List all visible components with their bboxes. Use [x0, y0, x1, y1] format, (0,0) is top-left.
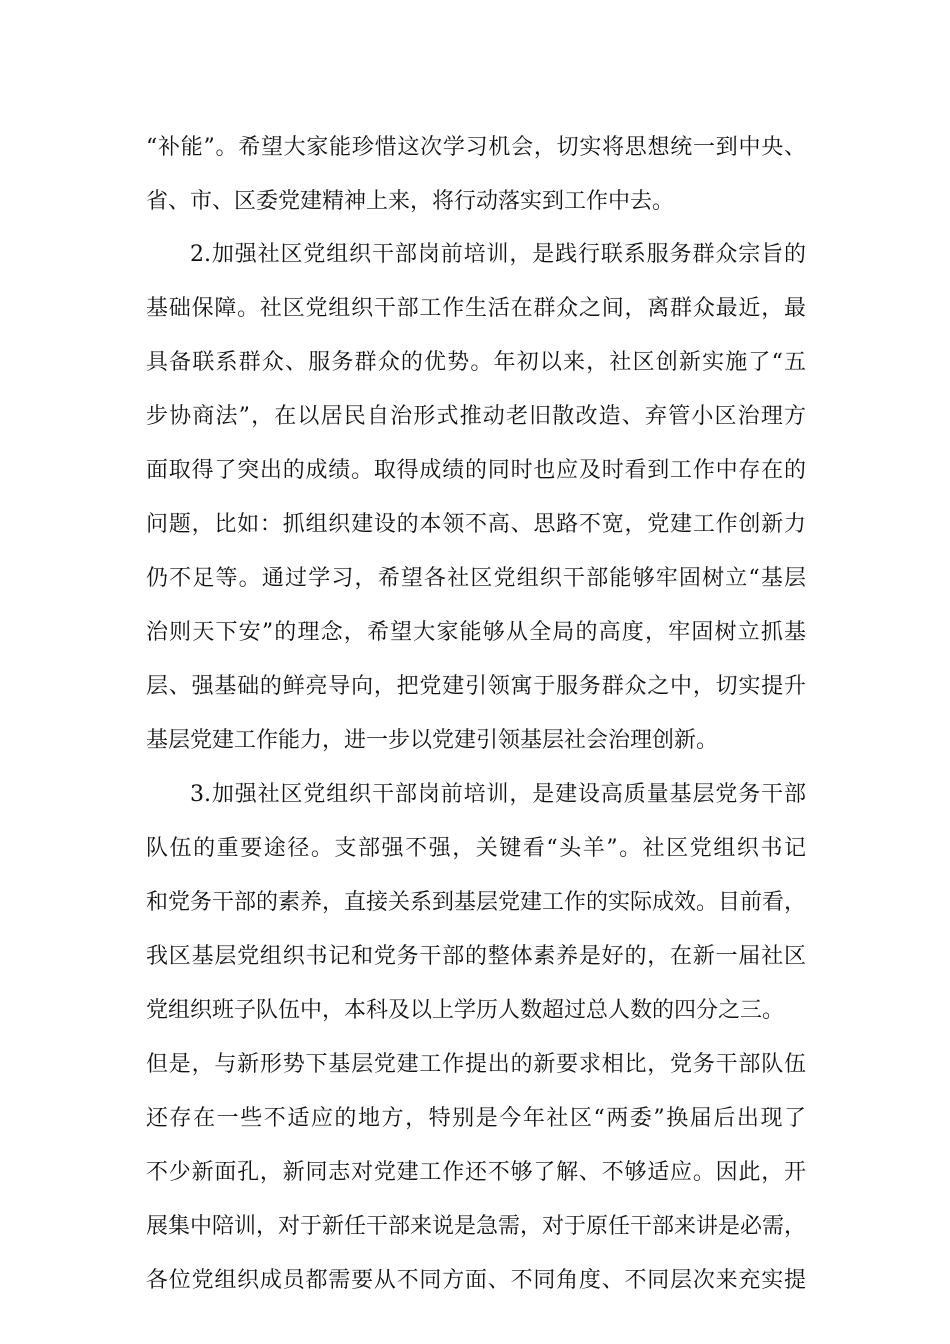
- text-line: 还存在一些不适应的地方，特别是今年社区“两委”换届后出现了: [146, 1106, 806, 1131]
- text-line: 但是，与新形势下基层党建工作提出的新要求相比，党务干部队伍: [146, 1052, 806, 1077]
- text-line: 我区基层党组织书记和党务干部的整体素养是好的，在新一届社区: [146, 944, 806, 969]
- text-line: 党组织班子队伍中，本科及以上学历人数超过总人数的四分之三。: [146, 998, 785, 1023]
- text-line: 不少新面孔，新同志对党建工作还不够了解、不够适应。因此，开: [146, 1160, 806, 1185]
- text-line: “补能”。希望大家能珍惜这次学习机会，切实将思想统一到中央、: [146, 135, 806, 160]
- text-line: 具备联系群众、服务群众的优势。年初以来，社区创新实施了“五: [146, 350, 806, 375]
- text-line: 问题，比如：抓组织建设的本领不高、思路不宽，党建工作创新力: [146, 512, 806, 537]
- text-line: 步协商法”，在以居民自治形式推动老旧散改造、弃管小区治理方: [146, 404, 806, 429]
- text-line: 面取得了突出的成绩。取得成绩的同时也应及时看到工作中存在的: [146, 458, 806, 483]
- text-line: 层、强基础的鲜亮导向，把党建引领寓于服务群众之中，切实提升: [146, 674, 806, 699]
- text-line: 基础保障。社区党组织干部工作生活在群众之间，离群众最近，最: [146, 296, 806, 321]
- paragraph-2-first-line: 2.加强社区党组织干部岗前培训，是践行联系服务群众宗旨的: [190, 242, 806, 267]
- text-line: 展集中陪训，对于新任干部来说是急需，对于原任干部来讲是必需，: [146, 1214, 806, 1239]
- text-line: 治则天下安”的理念，希望大家能够从全局的高度，牢固树立抓基: [146, 620, 806, 645]
- paragraph-3-first-line: 3.加强社区党组织干部岗前培训，是建设高质量基层党务干部: [190, 782, 806, 807]
- text-line: 仍不足等。通过学习，希望各社区党组织干部能够牢固树立“基层: [146, 566, 806, 591]
- text-line: 各位党组织成员都需要从不同方面、不同角度、不同层次来充实提: [146, 1268, 806, 1293]
- text-line: 队伍的重要途径。支部强不强，关键看“头羊”。社区党组织书记: [146, 836, 806, 861]
- text-line: 和党务干部的素养，直接关系到基层党建工作的实际成效。目前看，: [146, 890, 806, 915]
- text-line: 省、市、区委党建精神上来，将行动落实到工作中去。: [146, 189, 675, 214]
- text-line: 基层党建工作能力，进一步以党建引领基层社会治理创新。: [146, 728, 719, 753]
